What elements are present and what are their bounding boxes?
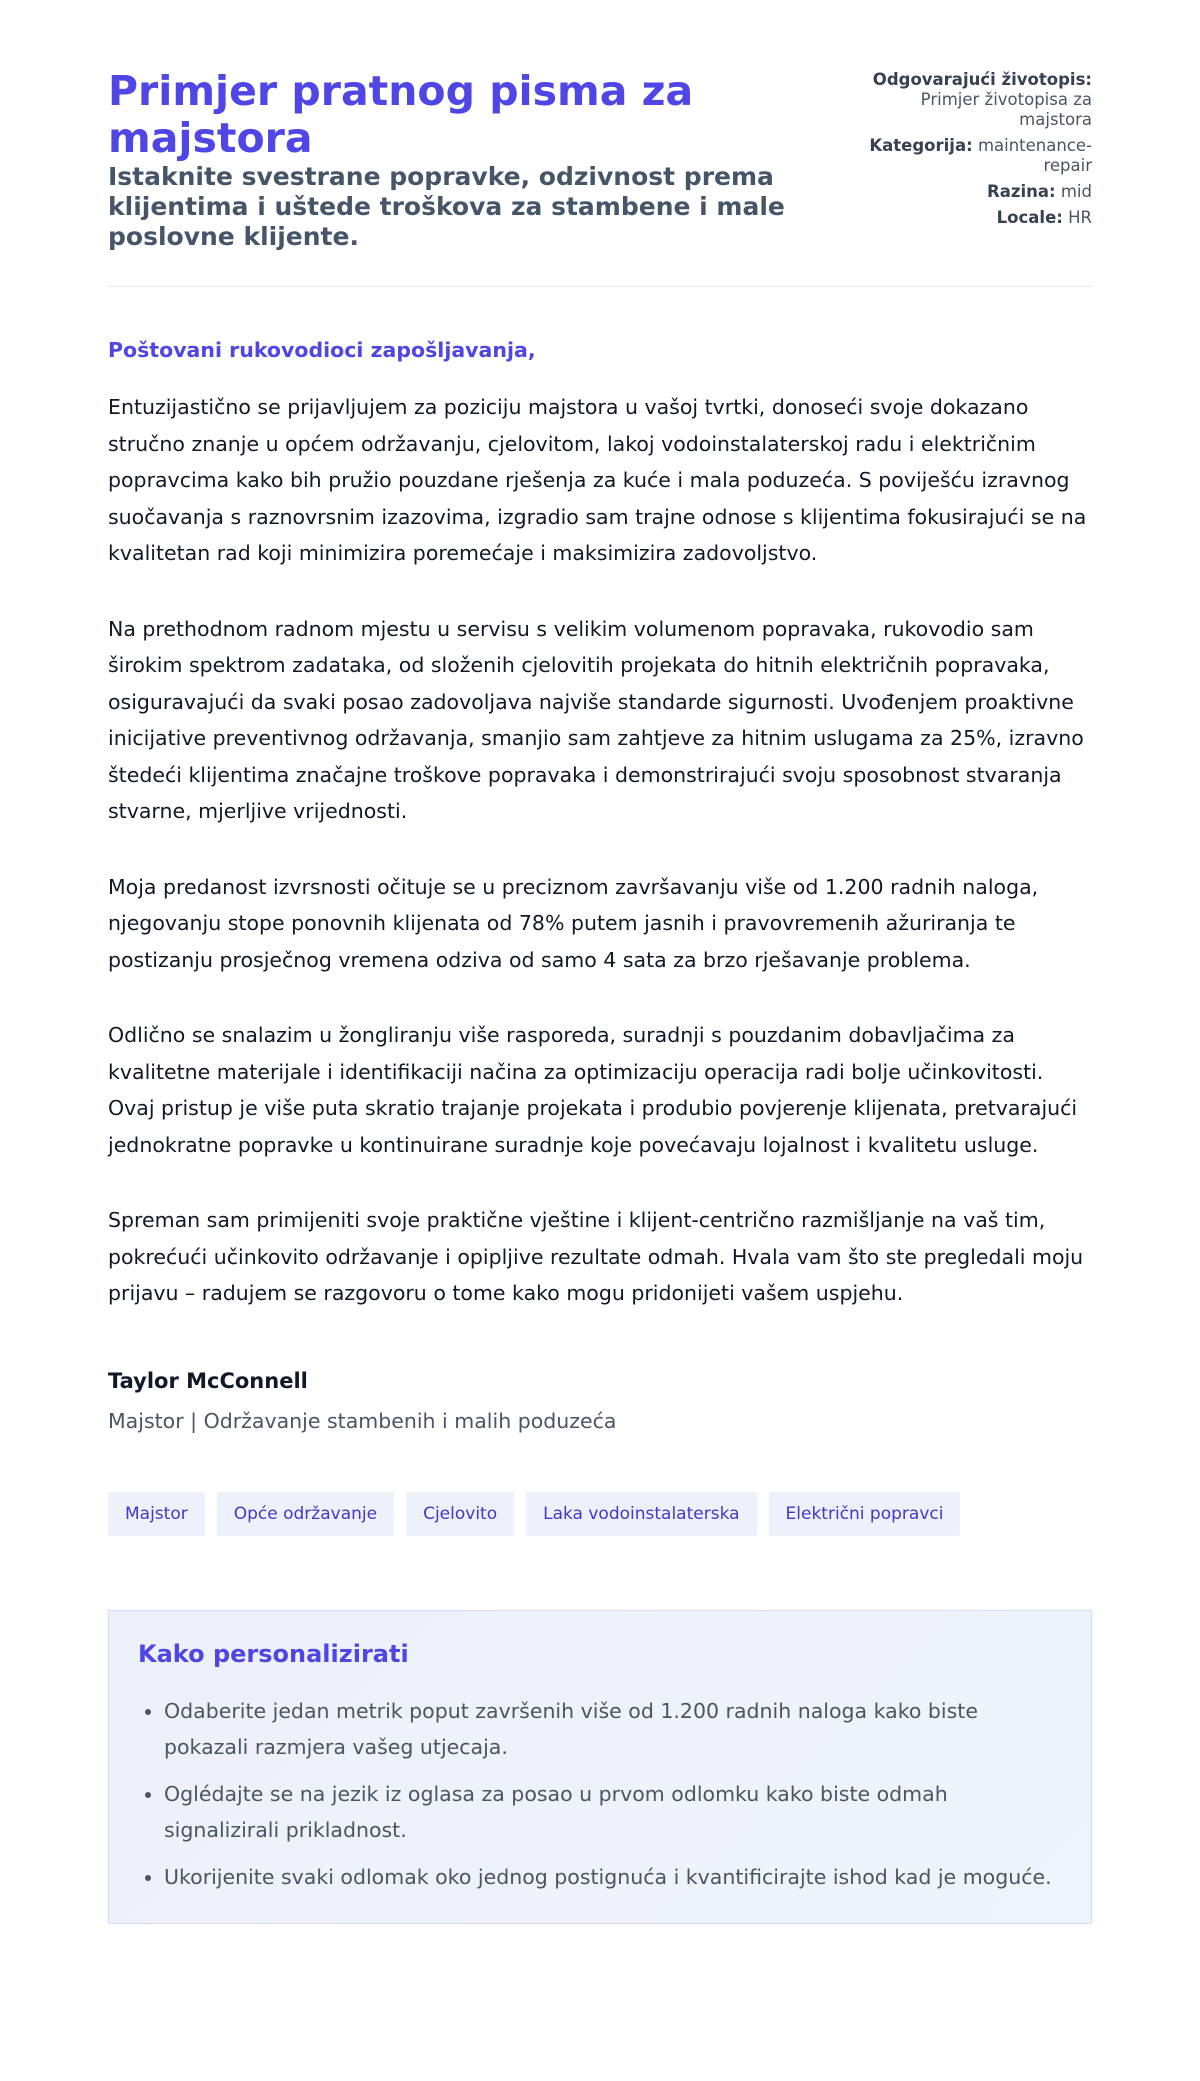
page-header xyxy=(108,68,1092,287)
header-titles xyxy=(108,68,808,252)
meta-resume-value: Primjer životopisa za majstora xyxy=(920,90,1092,129)
signature-title: Majstor | Održavanje stambenih i malih poduzeća xyxy=(108,1408,617,1433)
meta-category xyxy=(862,136,1092,176)
letter-paragraph: Spreman sam primijeniti svoje praktične vještine i klijent-centrično razmišljanje na vaš tim, pokrećući učinkovito održavanje i opipljive rezultate odmah. Hvala vam što ste pregledali moju prijavu – radujem se razgovoru o tome kako mogu pridonijeti vašem uspjehu. xyxy=(108,1208,1084,1305)
meta-category-key: Kategorija: xyxy=(869,136,973,155)
tip-item: • Oglédajte se na jezik iz oglasa za posao u prvom odlomku kako biste odmah signalizirali prikladnost. xyxy=(164,1776,1062,1849)
skill-tag: Opće održavanje xyxy=(217,1492,394,1536)
page-title: Primjer pratnog pisma za majstora xyxy=(108,67,694,162)
tips-title: Kako personalizirati xyxy=(138,1639,409,1668)
meta-level-key: Razina: xyxy=(987,182,1056,201)
letter-body xyxy=(108,389,1092,1312)
letter-paragraph: Odlično se snalazim u žongliranju više rasporeda, suradnji s pouzdanim dobavljačima za kvalitetne materijale i identifikaciji načina za optimizaciju operacija radi bolje učinkovitosti. Ovaj pristup je više puta skratio trajanje projekata i produbio povjerenje klijenata, pretvarajući jednokratne popravke u kontinuirane suradnje koje povećavaju lojalnost i kvalitetu usluge. xyxy=(108,1023,1078,1157)
letter-paragraph: Moja predanost izvrsnosti očituje se u preciznom završavanju više od 1.200 radnih naloga, njegovanju stope ponovnih klijenata od 78% putem jasnih i pravovremenih ažuriranja te postizanju prosječnog vremena odziva od samo 4 sata za brzo rješavanje problema. xyxy=(108,874,1039,972)
tip-item: • Ukorijenite svaki odlomak oko jednog postignuća i kvantificirajte ishod kad je moguće. xyxy=(164,1859,1062,1896)
signature-name: Taylor McConnell xyxy=(108,1368,308,1393)
skill-tag: Električni popravci xyxy=(769,1492,961,1536)
meta-locale-value: HR xyxy=(1068,208,1092,227)
meta-panel xyxy=(862,68,1092,234)
meta-level-value: mid xyxy=(1060,182,1092,201)
page-subtitle: Istaknite svestrane popravke, odzivnost prema klijentima i uštede troškova za stambene i male poslovne klijente. xyxy=(108,162,785,251)
skill-tag: Cjelovito xyxy=(406,1492,514,1536)
tips-list xyxy=(138,1693,1062,1896)
skill-tag: Majstor xyxy=(108,1492,205,1536)
letter-paragraph: Entuzijastično se prijavljujem za poziciju majstora u vašoj tvrtki, donoseći svoje dokazano stručno znanje u općem održavanju, cjelovitom, lakoj vodoinstalaterskoj radu i električnim popravcima kako bih pružio pouzdane rješenja za kuće i mala poduzeća. S poviješću izravnog suočavanja s raznovrsnim izazovima, izgradio sam trajne odnose s klijentima fokusirajući se na kvalitetan rad koji minimizira poremećaje i maksimizira zadovoljstvo. xyxy=(108,395,1087,565)
meta-resume xyxy=(862,70,1092,130)
meta-locale xyxy=(862,208,1092,228)
meta-locale-key: Locale: xyxy=(996,208,1063,227)
meta-resume-key: Odgovarajući životopis: xyxy=(872,70,1092,89)
personalization-tips xyxy=(108,1610,1092,1925)
letter-salutation: Poštovani rukovodioci zapošljavanja, xyxy=(108,338,536,362)
skill-tag: Laka vodoinstalaterska xyxy=(526,1492,756,1536)
meta-level xyxy=(862,182,1092,202)
letter-paragraph: Na prethodnom radnom mjestu u servisu s velikim volumenom popravaka, rukovodio sam širokim spektrom zadataka, od složenih cjelovitih projekata do hitnih električnih popravaka, osiguravajući da svaki posao zadovoljava najviše standarde sigurnosti. Uvođenjem proaktivne inicijative preventivnog održavanja, smanjio sam zahtjeve za hitnim uslugama za 25%, izravno štedeći klijentima značajne troškove popravaka i demonstrirajući svoju sposobnost stvaranja stvarne, mjerljive vrijednosti. xyxy=(108,616,1084,823)
tip-item: • Odaberite jedan metrik poput završenih više od 1.200 radnih naloga kako biste pokazali razmjera vašeg utjecaja. xyxy=(164,1693,1062,1766)
skill-tags xyxy=(108,1492,1092,1536)
meta-category-value: maintenance-repair xyxy=(977,136,1092,175)
signature-block xyxy=(108,1368,1092,1434)
